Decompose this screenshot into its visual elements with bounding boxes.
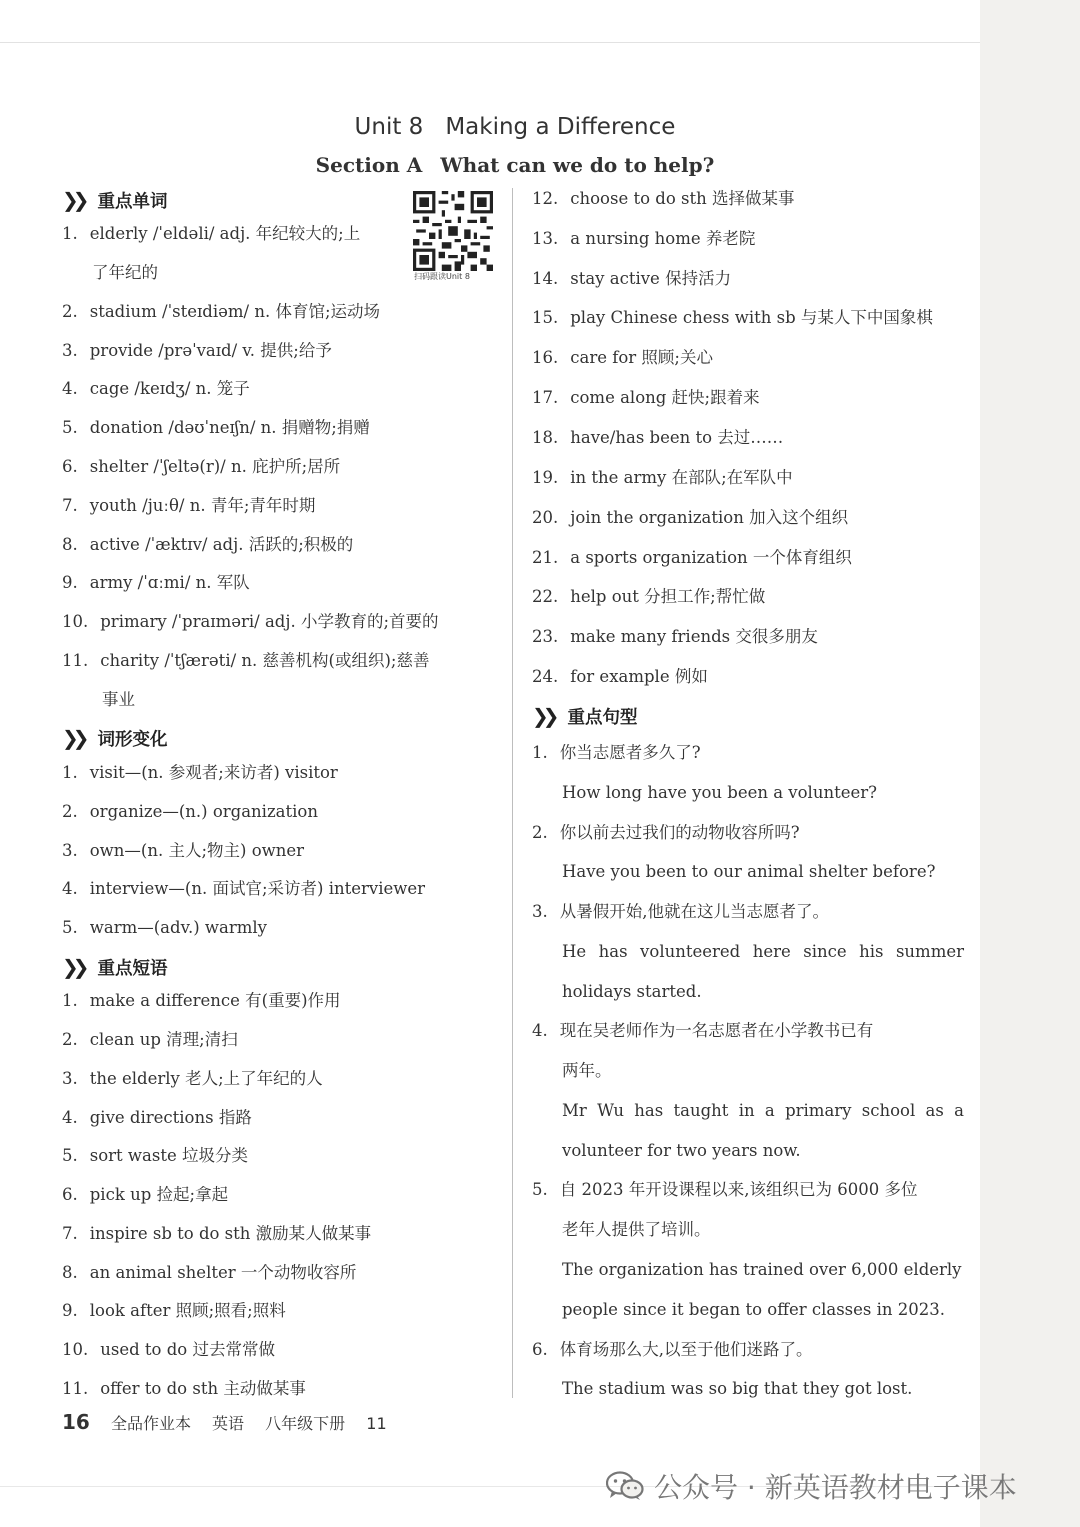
wordform-item: 5. warm—(adv.) warmly [62,918,267,937]
phrase-item: 16. care for 照顾;关心 [532,348,713,367]
vocab-item: 11. charity /ˈtʃærəti/ n. 慈善机构(或组织);慈善 [62,651,430,670]
sentence-en: Mr Wu has taught in a primary school as a [562,1101,964,1120]
sentence-cn: 2. 你以前去过我们的动物收容所吗? [532,823,800,842]
phrase-item: 13. a nursing home 养老院 [532,229,756,248]
sentence-cn: 6. 体育场那么大,以至于他们迷路了。 [532,1340,813,1359]
column-divider [512,188,513,1398]
wordform-item: 3. own—(n. 主人;物主) owner [62,841,305,860]
grade-name: 八年级下册 [265,1414,346,1433]
vocab-item: 6. shelter /ˈʃeltə(r)/ n. 庇护所;居所 [62,457,341,476]
vocab-item: 2. stadium /ˈsteɪdiəm/ n. 体育馆;运动场 [62,302,381,321]
vocab-item: 10. primary /ˈpraɪməri/ adj. 小学教育的;首要的 [62,612,439,631]
phrase-item: 23. make many friends 交很多朋友 [532,627,818,646]
phrase-item: 10. used to do 过去常常做 [62,1340,275,1359]
phrase-item: 3. the elderly 老人;上了年纪的人 [62,1069,323,1088]
vocab-item-cont: 了年纪的 [92,263,158,282]
phrase-item: 5. sort waste 垃圾分类 [62,1146,248,1165]
vocab-item: 8. active /ˈæktɪv/ adj. 活跃的;积极的 [62,535,354,554]
phrase-item: 11. offer to do sth 主动做某事 [62,1379,306,1398]
phrase-item: 18. have/has been to 去过…… [532,428,784,447]
phrase-item: 20. join the organization 加入这个组织 [532,508,849,527]
double-chevron-icon: ❯❯ [532,704,554,728]
phrase-item: 9. look after 照顾;照看;照料 [62,1301,286,1320]
phrase-item: 15. play Chinese chess with sb 与某人下中国象棋 [532,308,933,327]
vocab-item: 3. provide /prəˈvaɪd/ v. 提供;给予 [62,341,332,360]
phrase-item: 4. give directions 指路 [62,1108,252,1127]
sentence-en: Have you been to our animal shelter before? [562,862,936,881]
wordform-item: 1. visit—(n. 参观者;来访者) visitor [62,763,338,782]
unit-label: Unit 8 [354,114,424,140]
sentence-cn: 3. 从暑假开始,他就在这儿当志愿者了。 [532,902,829,921]
qr-caption: 扫码跟读Unit 8 [414,272,470,281]
top-rule [0,42,980,43]
unit-name: Making a Difference [445,114,676,140]
section-title [0,153,1030,177]
sentence-en: The stadium was so big that they got lost. [562,1379,913,1398]
vocab-item-cont: 事业 [102,690,135,709]
sentence-en: The organization has trained over 6,000 elderly [562,1260,962,1279]
page-number: 16 [62,1410,90,1434]
phrase-item: 24. for example 例如 [532,667,708,686]
phrase-item: 14. stay active 保持活力 [532,269,732,288]
vocab-item: 5. donation /dəʊˈneɪʃn/ n. 捐赠物;捐赠 [62,418,370,437]
subject-name: 英语 [212,1414,245,1433]
sentences-heading: ❯❯ 重点句型 [532,704,638,728]
phrase-item: 1. make a difference 有(重要)作用 [62,991,341,1010]
sentence-en-cont: people since it began to offer classes in 2023. [562,1300,945,1319]
wordform-item: 4. interview—(n. 面试官;采访者) interviewer [62,879,426,898]
phrase-item: 12. choose to do sth 选择做某事 [532,189,795,208]
sentence-cn: 5. 自 2023 年开设课程以来,该组织已为 6000 多位 [532,1180,918,1199]
double-chevron-icon: ❯❯ [62,188,84,212]
phrases-heading: ❯❯ 重点短语 [62,955,168,979]
sentence-en: He has volunteered here since his summer [562,942,964,961]
vocab-heading: ❯❯ 重点单词 [62,188,168,212]
sentence-cn-cont: 老年人提供了培训。 [562,1220,711,1239]
wordforms-heading: ❯❯ 词形变化 [62,726,168,750]
book-name: 全品作业本 [110,1414,191,1433]
sentence-cn: 1. 你当志愿者多久了? [532,743,701,762]
section-name: What can we do to help? [440,153,715,177]
vocab-item: 9. army /ˈɑːmi/ n. 军队 [62,573,250,592]
vocab-item: 1. elderly /ˈeldəli/ adj. 年纪较大的;上 [62,224,361,243]
wordform-item: 2. organize—(n.) organization [62,802,318,821]
phrase-item: 7. inspire sb to do sth 激励某人做某事 [62,1224,372,1243]
sentence-en-cont: holidays started. [562,982,702,1001]
unit-title [0,114,1030,140]
wechat-icon [606,1471,644,1501]
section-label: Section A [315,153,423,177]
sentence-en: How long have you been a volunteer? [562,783,877,802]
watermark: 公众号 · 新英语教材电子课本 [606,1466,1017,1506]
phrase-item: 8. an animal shelter 一个动物收容所 [62,1263,357,1282]
sentence-cn: 4. 现在吴老师作为一名志愿者在小学教书已有 [532,1021,874,1040]
phrase-item: 17. come along 赶快;跟着来 [532,388,760,407]
phrase-item: 22. help out 分担工作;帮忙做 [532,587,766,606]
double-chevron-icon: ❯❯ [62,955,84,979]
phrase-item: 2. clean up 清理;清扫 [62,1030,238,1049]
page-footer [62,1410,403,1434]
phrase-item: 6. pick up 捡起;拿起 [62,1185,229,1204]
footer-code: 11 [366,1414,387,1433]
double-chevron-icon: ❯❯ [62,726,84,750]
vocab-item: 4. cage /keɪdʒ/ n. 笼子 [62,379,250,398]
phrase-item: 19. in the army 在部队;在军队中 [532,468,793,487]
vocab-item: 7. youth /juːθ/ n. 青年;青年时期 [62,496,316,515]
sentence-en-cont: volunteer for two years now. [562,1141,801,1160]
qr-code-icon [413,190,493,272]
phrase-item: 21. a sports organization 一个体育组织 [532,548,852,567]
sentence-cn-cont: 两年。 [562,1061,612,1080]
